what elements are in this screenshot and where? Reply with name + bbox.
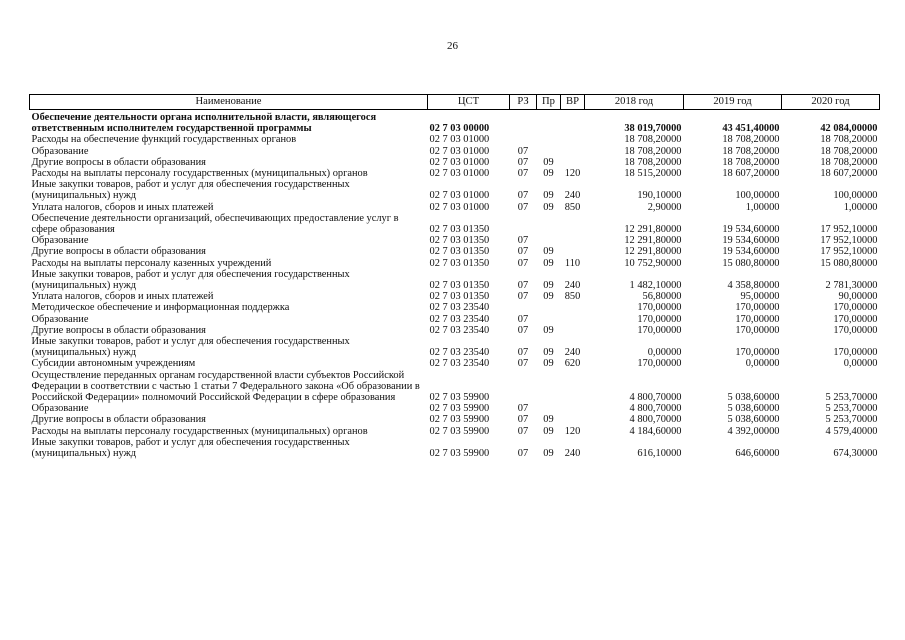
cell-rz: 07 [517,324,529,336]
cell-name: Расходы на выплаты персоналу государственных (муниципальных) органов [31,425,368,437]
cell-rz: 07 [517,235,529,247]
cell-2018: 4 800,70000 [629,414,682,426]
cell-cst: 02 7 03 01350 [429,291,490,303]
cell-rz: 07 [517,156,529,168]
table-row [30,302,880,313]
cell-2019: 100,00000 [735,190,780,202]
cell-2019: 0,00000 [745,358,780,370]
cell-pr: 09 [543,358,554,370]
cell-2019: 18 607,20000 [722,168,780,180]
cell-pr [537,146,561,157]
cell-2019: 18 708,20000 [722,156,780,168]
cell-cst: 02 7 03 01000 [429,190,490,202]
cell-cst: 02 7 03 59900 [429,425,490,437]
cell-rz: 07 [517,168,529,180]
cell-pr: 09 [543,448,554,460]
cell-2020: 4 579,40000 [825,425,878,437]
cell-2018: 170,00000 [637,302,682,314]
cell-2020: 170,00000 [833,313,878,325]
cell-name: Иные закупки товаров, работ и услуг для обеспечения государственных (муниципальных) нужд [31,268,350,292]
cell-2020: 5 253,70000 [825,414,878,426]
cell-rz: 07 [517,291,529,303]
table-body [30,110,880,460]
cell-cst: 02 7 03 01000 [429,201,490,213]
page-number: 26 [447,40,458,52]
cell-2020: 2 781,30000 [825,280,878,292]
cell-vr [561,246,585,257]
cell-2020: 17 952,10000 [820,246,878,258]
cell-pr: 09 [543,347,554,359]
header-cst: ЦСТ [428,95,510,110]
cell-pr: 09 [543,414,554,426]
cell-name: Образование [31,145,89,157]
cell-name: Образование [31,313,89,325]
cell-rz: 07 [517,414,529,426]
cell-name: Другие вопросы в области образования [31,246,206,258]
cell-rz: 07 [517,246,529,258]
cell-2018: 18 515,20000 [624,168,682,180]
cell-2018: 10 752,90000 [624,257,682,269]
cell-2018: 4 184,60000 [629,425,682,437]
cell-2020: 5 253,70000 [825,403,878,415]
cell-2018: 12 291,80000 [624,224,682,236]
cell-name: Расходы на обеспечение функций государственных органов [31,134,297,146]
cell-rz: 07 [517,358,529,370]
cell-name: Иные закупки товаров, работ и услуг для обеспечения государственных (муниципальных) нужд [31,436,350,460]
cell-2018: 190,10000 [637,190,682,202]
cell-2018: 38 019,70000 [624,123,682,135]
cell-2020: 90,00000 [838,291,878,303]
cell-cst: 02 7 03 01350 [429,280,490,292]
table-row [30,269,880,291]
cell-rz: 07 [517,403,529,415]
cell-cst: 02 7 03 01000 [429,168,490,180]
table-row [30,202,880,213]
cell-2020: 42 084,00000 [820,123,878,135]
cell-2019: 170,00000 [735,347,780,359]
table-row [30,426,880,437]
cell-2018: 4 800,70000 [629,403,682,415]
cell-2018: 170,00000 [637,324,682,336]
cell-rz [510,134,537,145]
table-row [30,403,880,414]
cell-name: Методическое обеспечение и информационная поддержка [31,302,290,314]
cell-name: Уплата налогов, сборов и иных платежей [31,201,214,213]
table-row [30,314,880,325]
cell-cst: 02 7 03 59900 [429,392,490,404]
cell-2020: 17 952,10000 [820,224,878,236]
cell-2019: 95,00000 [740,291,780,303]
cell-cst: 02 7 03 23540 [429,302,490,314]
cell-2019: 19 534,60000 [722,235,780,247]
cell-name: Обеспечение деятельности организаций, обеспечивающих предоставление услуг в сфере образования [31,212,399,236]
cell-2020: 18 708,20000 [820,134,878,146]
cell-pr: 09 [543,257,554,269]
cell-2020: 17 952,10000 [820,235,878,247]
cell-pr [537,213,561,235]
cell-vr [561,314,585,325]
cell-rz: 07 [517,425,529,437]
cell-2019: 5 038,60000 [727,414,780,426]
cell-2019: 4 358,80000 [727,280,780,292]
header-name: Наименование [30,95,428,110]
cell-2018: 1 482,10000 [629,280,682,292]
table-row [30,291,880,302]
cell-2019: 170,00000 [735,324,780,336]
cell-rz [510,213,537,235]
table-row [30,258,880,269]
cell-2018: 616,10000 [637,448,682,460]
cell-name: Обеспечение деятельности органа исполнительной власти, являющегося ответственным исполнителем государственной программы [31,112,377,135]
cell-2018: 170,00000 [637,358,682,370]
cell-2018: 2,90000 [647,201,682,213]
cell-name: Образование [31,403,89,415]
cell-2020: 100,00000 [833,190,878,202]
cell-vr [561,134,585,145]
cell-vr: 850 [564,291,581,303]
cell-vr [561,325,585,336]
cell-2018: 18 708,20000 [624,156,682,168]
table-row [30,179,880,201]
cell-2020: 5 253,70000 [825,392,878,404]
header-2019: 2019 год [684,95,782,110]
cell-vr: 240 [564,280,581,292]
cell-vr [561,302,585,313]
cell-cst: 02 7 03 23540 [429,313,490,325]
cell-pr: 09 [543,246,554,258]
cell-pr [537,314,561,325]
cell-2018: 0,00000 [647,347,682,359]
cell-pr [537,134,561,145]
cell-2020: 674,30000 [833,448,878,460]
cell-vr: 120 [564,425,581,437]
table-row [30,213,880,235]
cell-vr: 620 [564,358,581,370]
header-2018: 2018 год [585,95,684,110]
cell-2019: 4 392,00000 [727,425,780,437]
table-row [30,146,880,157]
cell-name: Уплата налогов, сборов и иных платежей [31,291,214,303]
cell-pr: 09 [543,291,554,303]
cell-cst: 02 7 03 01350 [429,224,490,236]
cell-name: Расходы на выплаты персоналу казенных учреждений [31,257,272,269]
cell-vr: 120 [564,168,581,180]
cell-cst: 02 7 03 59900 [429,448,490,460]
table-row [30,414,880,425]
cell-2019: 19 534,60000 [722,246,780,258]
cell-name: Субсидии автономным учреждениям [31,358,196,370]
cell-2019: 18 708,20000 [722,134,780,146]
cell-2020: 18 607,20000 [820,168,878,180]
cell-rz: 07 [517,201,529,213]
table-row [30,235,880,246]
table-row [30,325,880,336]
cell-2018: 4 800,70000 [629,392,682,404]
cell-2019: 170,00000 [735,313,780,325]
cell-pr [537,235,561,246]
header-vr: ВР [561,95,585,110]
cell-vr [561,146,585,157]
cell-name: Другие вопросы в области образования [31,324,206,336]
budget-table [29,94,880,459]
cell-2018: 18 708,20000 [624,134,682,146]
cell-2020: 15 080,80000 [820,257,878,269]
cell-pr [537,110,561,135]
cell-cst: 02 7 03 23540 [429,324,490,336]
cell-pr [537,403,561,414]
cell-vr [561,235,585,246]
cell-2018: 56,80000 [642,291,682,303]
cell-rz: 07 [517,280,529,292]
cell-cst: 02 7 03 59900 [429,414,490,426]
cell-vr [561,110,585,135]
cell-cst: 02 7 03 01350 [429,257,490,269]
cell-vr [561,370,585,404]
cell-cst: 02 7 03 01350 [429,246,490,258]
table-row [30,437,880,459]
cell-cst: 02 7 03 23540 [429,358,490,370]
cell-pr: 09 [543,156,554,168]
cell-2019: 5 038,60000 [727,403,780,415]
cell-pr: 09 [543,168,554,180]
cell-cst: 02 7 03 01000 [429,145,490,157]
cell-rz [510,110,537,135]
cell-2018: 12 291,80000 [624,246,682,258]
cell-name: Другие вопросы в области образования [31,414,206,426]
cell-pr: 09 [543,425,554,437]
cell-2020: 170,00000 [833,324,878,336]
cell-name: Другие вопросы в области образования [31,156,206,168]
cell-name: Образование [31,235,89,247]
table-row [30,168,880,179]
cell-name: Расходы на выплаты персоналу государственных (муниципальных) органов [31,168,368,180]
cell-cst: 02 7 03 00000 [429,123,490,135]
cell-rz: 07 [517,313,529,325]
table-row [30,358,880,369]
cell-cst: 02 7 03 01000 [429,134,490,146]
cell-vr [561,403,585,414]
cell-2019: 170,00000 [735,302,780,314]
cell-cst: 02 7 03 01000 [429,156,490,168]
cell-rz [510,370,537,404]
header-2020: 2020 год [782,95,880,110]
table-row [30,110,880,135]
cell-vr: 850 [564,201,581,213]
cell-pr [537,302,561,313]
table-row [30,246,880,257]
cell-2020: 1,00000 [843,201,878,213]
cell-name: Осуществление переданных органам государственной власти субъектов Российской Федерации в соответствии с частью 1 статьи 7 Федерального закона «Об образовании в Российской Федерации» полномочий Российской Федерации в сфере образования [31,369,420,404]
table-row [30,336,880,358]
cell-rz: 07 [517,190,529,202]
cell-2018: 170,00000 [637,313,682,325]
cell-2019: 18 708,20000 [722,145,780,157]
cell-2019: 646,60000 [735,448,780,460]
cell-rz: 07 [517,347,529,359]
cell-vr: 240 [564,347,581,359]
cell-cst: 02 7 03 59900 [429,403,490,415]
cell-cst: 02 7 03 01350 [429,235,490,247]
table-row [30,157,880,168]
cell-pr: 09 [543,280,554,292]
cell-vr [561,414,585,425]
cell-vr: 240 [564,448,581,460]
cell-vr: 110 [564,257,581,269]
cell-pr: 09 [543,201,554,213]
cell-pr: 09 [543,324,554,336]
cell-rz [510,302,537,313]
cell-vr: 240 [564,190,581,202]
cell-rz: 07 [517,145,529,157]
header-pr: Пр [537,95,561,110]
table-header-row [30,95,880,110]
cell-2019: 1,00000 [745,201,780,213]
cell-2020: 170,00000 [833,302,878,314]
cell-2020: 0,00000 [843,358,878,370]
cell-rz: 07 [517,448,529,460]
cell-2018: 18 708,20000 [624,145,682,157]
cell-2019: 19 534,60000 [722,224,780,236]
table-row [30,370,880,404]
cell-pr: 09 [543,190,554,202]
cell-2019: 15 080,80000 [722,257,780,269]
cell-rz: 07 [517,257,529,269]
cell-name: Иные закупки товаров, работ и услуг для обеспечения государственных (муниципальных) нужд [31,179,350,202]
cell-2018: 12 291,80000 [624,235,682,247]
cell-cst: 02 7 03 23540 [429,347,490,359]
cell-2020: 170,00000 [833,347,878,359]
cell-2019: 43 451,40000 [722,123,780,135]
cell-vr [561,213,585,235]
cell-pr [537,370,561,404]
cell-2020: 18 708,20000 [820,156,878,168]
cell-vr [561,157,585,168]
cell-2019: 5 038,60000 [727,392,780,404]
header-rz: РЗ [510,95,537,110]
table-row [30,134,880,145]
cell-2020: 18 708,20000 [820,145,878,157]
cell-name: Иные закупки товаров, работ и услуг для обеспечения государственных (муниципальных) нужд [31,336,350,359]
